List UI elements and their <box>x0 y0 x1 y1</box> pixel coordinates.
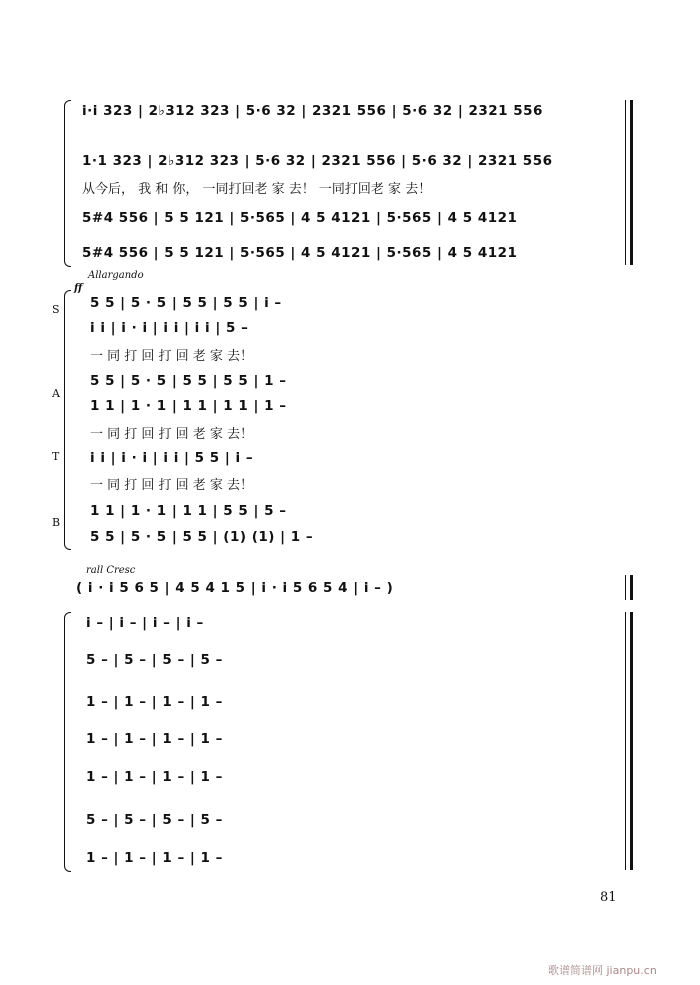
system1-line-3: 5#4 556 | 5 5 121 | 5·565 | 4 5 4121 | 5·565 | 4 5 4121 <box>82 210 518 226</box>
system1-line-4: 5#4 556 | 5 5 121 | 5·565 | 4 5 4121 | 5·565 | 4 5 4121 <box>82 245 518 261</box>
soprano-line-2: i i | i · i | i i | i i | 5 – <box>90 320 249 336</box>
system2-brace <box>64 290 71 550</box>
voice-label-s: S <box>52 303 60 316</box>
alto-line-1: 5 5 | 5 · 5 | 5 5 | 5 5 | 1 – <box>90 373 287 389</box>
tempo-marking: Allargando <box>88 270 144 281</box>
tenor-lyric: 一 同 打 回 打 回 老 家 去！ <box>90 478 254 493</box>
tenor-line-1: i i | i · i | i i | 5 5 | i – <box>90 450 254 466</box>
final-line-4: 1 – | 1 – | 1 – | 1 – <box>86 731 223 747</box>
page-number: 81 <box>600 890 617 905</box>
final-line-7: 1 – | 1 – | 1 – | 1 – <box>86 850 223 866</box>
final-line-1: i – | i – | i – | i – <box>86 615 204 631</box>
final-line-2: 5 – | 5 – | 5 – | 5 – <box>86 652 223 668</box>
system3-brace <box>64 612 71 872</box>
intro-end-bar <box>625 575 633 600</box>
final-line-5: 1 – | 1 – | 1 – | 1 – <box>86 769 223 785</box>
watermark: 歌谱简谱网 jianpu.cn <box>548 964 657 977</box>
alto-lyric: 一 同 打 回 打 回 老 家 去！ <box>90 427 254 442</box>
soprano-lyric: 一 同 打 回 打 回 老 家 去！ <box>90 349 254 364</box>
system1-brace <box>64 100 71 267</box>
soprano-line-1: 5 5 | 5 · 5 | 5 5 | 5 5 | i – <box>90 295 282 311</box>
final-line-3: 1 – | 1 – | 1 – | 1 – <box>86 694 223 710</box>
final-line-6: 5 – | 5 – | 5 – | 5 – <box>86 812 223 828</box>
alto-line-2: 1 1 | 1 · 1 | 1 1 | 1 1 | 1 – <box>90 398 287 414</box>
intro-line: ( i · i 5 6 5 | 4 5 4 1 5 | i · i 5 6 5 4 | i – ) <box>76 580 394 596</box>
dynamic-marking: ff <box>74 283 83 294</box>
system1-lyric: 从今后， 我 和 你， 一同打回老 家 去！ 一同打回老 家 去！ <box>82 182 432 197</box>
bass-line-2: 5 5 | 5 · 5 | 5 5 | (1) (1) | 1 – <box>90 529 314 545</box>
system1-line-2: 1·1 323 | 2♭312 323 | 5·6 32 | 2321 556 | 5·6 32 | 2321 556 <box>82 153 553 169</box>
system3-end-bar <box>625 612 633 870</box>
voice-label-b: B <box>52 516 61 529</box>
system1-end-bar <box>625 100 633 265</box>
bass-line-1: 1 1 | 1 · 1 | 1 1 | 5 5 | 5 – <box>90 503 287 519</box>
voice-label-a: A <box>52 387 60 400</box>
voice-label-t: T <box>52 450 60 463</box>
rall-cresc-marking: rall Cresc <box>86 565 136 576</box>
system1-line-1: i·i 323 | 2♭312 323 | 5·6 32 | 2321 556 | 5·6 32 | 2321 556 <box>82 103 543 119</box>
